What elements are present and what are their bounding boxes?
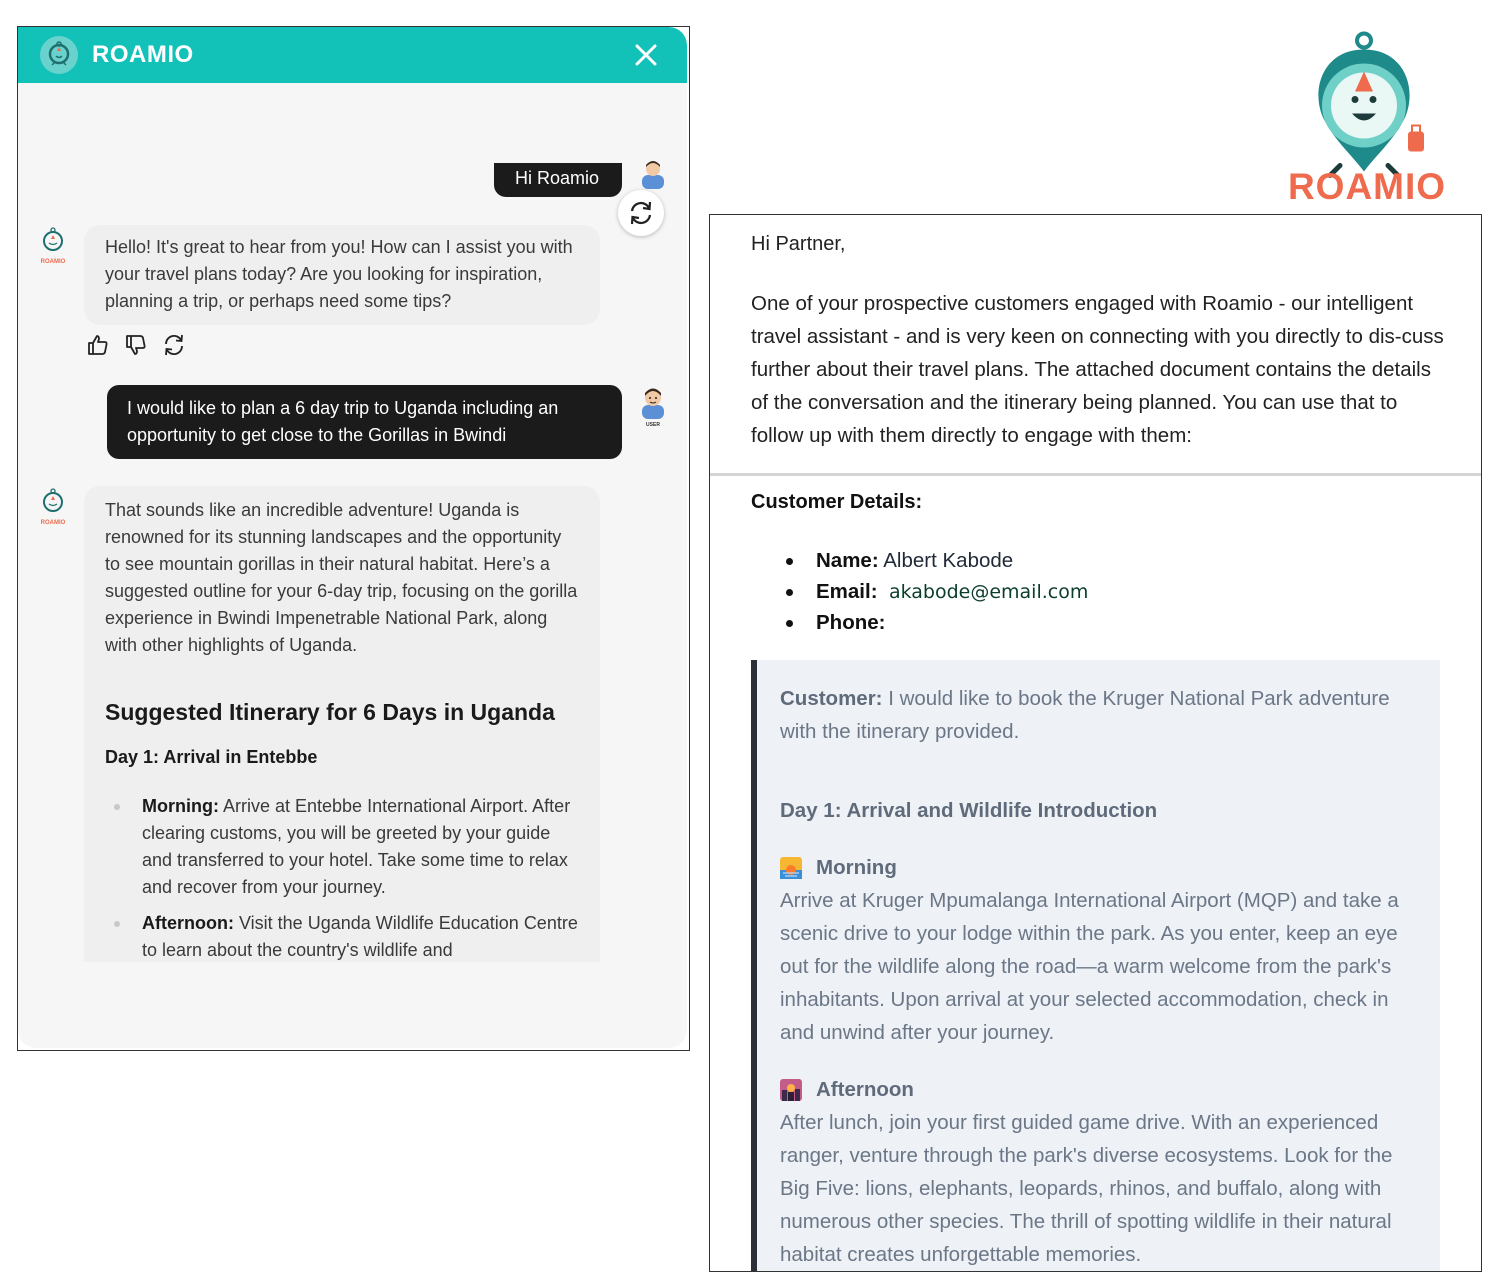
user-avatar (636, 385, 670, 427)
bot-message-text: Hello! It's great to hear from you! How can I assist you with your travel plans today? Are you looking for inspiration, planning a trip, or perhaps need some tips? (105, 237, 573, 311)
list-item: Afternoon: Visit the Uganda Wildlife Education Centre to learn about the country's wildlife and (105, 910, 580, 962)
close-icon[interactable] (631, 40, 661, 70)
user-message (107, 385, 622, 459)
customer-email-link[interactable]: akabode@email.com (888, 581, 1089, 603)
bot-avatar (36, 227, 70, 265)
email-panel (709, 214, 1482, 1272)
chat-body[interactable] (18, 83, 687, 1048)
itinerary-heading: Suggested Itinerary for 6 Days in Uganda (105, 699, 555, 725)
sunrise-icon (780, 857, 802, 879)
bot-message (84, 225, 600, 325)
email-greeting: Hi Partner, (751, 233, 846, 255)
chat-window (18, 27, 687, 1048)
bot-message (84, 486, 600, 962)
conversation-quote (751, 660, 1440, 1272)
email-body: One of your prospective customers engaged with Roamio - our intelligent travel assistant - and is very keen on connecting with you directly to dis-cuss further about their travel plans. The attached document contains the details of the conversation and the itinerary being planned. You can use that to follow up with them directly to engage with them: (751, 292, 1444, 447)
thumbs-down-icon[interactable] (124, 333, 148, 357)
customer-name: Name: Albert Kabode (786, 545, 1088, 576)
customer-email: Email: akabode@email.com (786, 576, 1088, 607)
divider (710, 473, 1481, 476)
svg-text:ROAMIO: ROAMIO (40, 259, 66, 265)
itinerary-day-title: Day 1: Arrival in Entebbe (105, 747, 318, 767)
bot-message-intro: That sounds like an incredible adventure! Uganda is renowned for its stunning landscapes and the opportunity to see mountain gorillas in their natural habitat. Here’s a suggested outline for your 6-day trip, focusing on the gorilla experience in Bwindi Impenetrable National Park, along with other highlights of Uganda. (105, 500, 578, 655)
brand-name: ROAMIO (1287, 166, 1447, 207)
user-message-text: I would like to plan a 6 day trip to Uganda including an opportunity to get close to the Gorillas in Bwindi (127, 398, 559, 445)
roamio-logo-icon (40, 36, 78, 74)
city-sunset-icon (780, 1079, 802, 1101)
itinerary-list (105, 793, 580, 962)
regenerate-button[interactable] (618, 190, 664, 236)
list-item: Morning: Arrive at Entebbe International Airport. After clearing customs, you will be greeted by your guide and transferred to your hotel. Take some time to relax and recover from your journey. (105, 793, 580, 901)
user-message-text: Hi Roamio (515, 168, 600, 188)
customer-details-list (786, 545, 1088, 638)
quote-afternoon-text: After lunch, join your first guided game drive. With an experienced ranger, venture through the park's diverse ecosystems. Look for the Big Five: lions, elephants, leopards, rhinos, and buffalo, along with numerous other species. The thrill of spotting wildlife in their natural habitat creates unforgettable memories. (780, 1111, 1393, 1266)
customer-details-title: Customer Details: (751, 491, 923, 513)
quote-morning-title: Morning (780, 851, 1416, 884)
quote-day-title: Day 1: Arrival and Wildlife Introduction (780, 799, 1158, 822)
chat-title: ROAMIO (92, 41, 194, 68)
svg-text:USER: USER (646, 422, 660, 427)
refresh-icon[interactable] (162, 333, 186, 357)
refresh-icon (627, 199, 655, 227)
quote-afternoon-title: Afternoon (780, 1073, 1416, 1106)
chat-header (18, 27, 687, 83)
customer-quote: Customer: I would like to book the Kruger National Park adventure with the itinerary provided. (780, 687, 1390, 743)
feedback-row (86, 333, 186, 357)
bot-avatar (36, 488, 70, 526)
customer-phone: Phone: (786, 607, 1088, 638)
chat-widget-frame (17, 26, 690, 1051)
quote-morning-text: Arrive at Kruger Mpumalanga International Airport (MQP) and take a scenic drive to your lodge within the park. As you enter, keep an eye out for the wildlife along the road—a warm welcome from the park's inhabitants. Upon arrival at your selected accommodation, check in and unwind after your journey. (780, 889, 1399, 1044)
user-message (494, 163, 622, 197)
svg-text:ROAMIO: ROAMIO (40, 520, 66, 526)
thumbs-up-icon[interactable] (86, 333, 110, 357)
